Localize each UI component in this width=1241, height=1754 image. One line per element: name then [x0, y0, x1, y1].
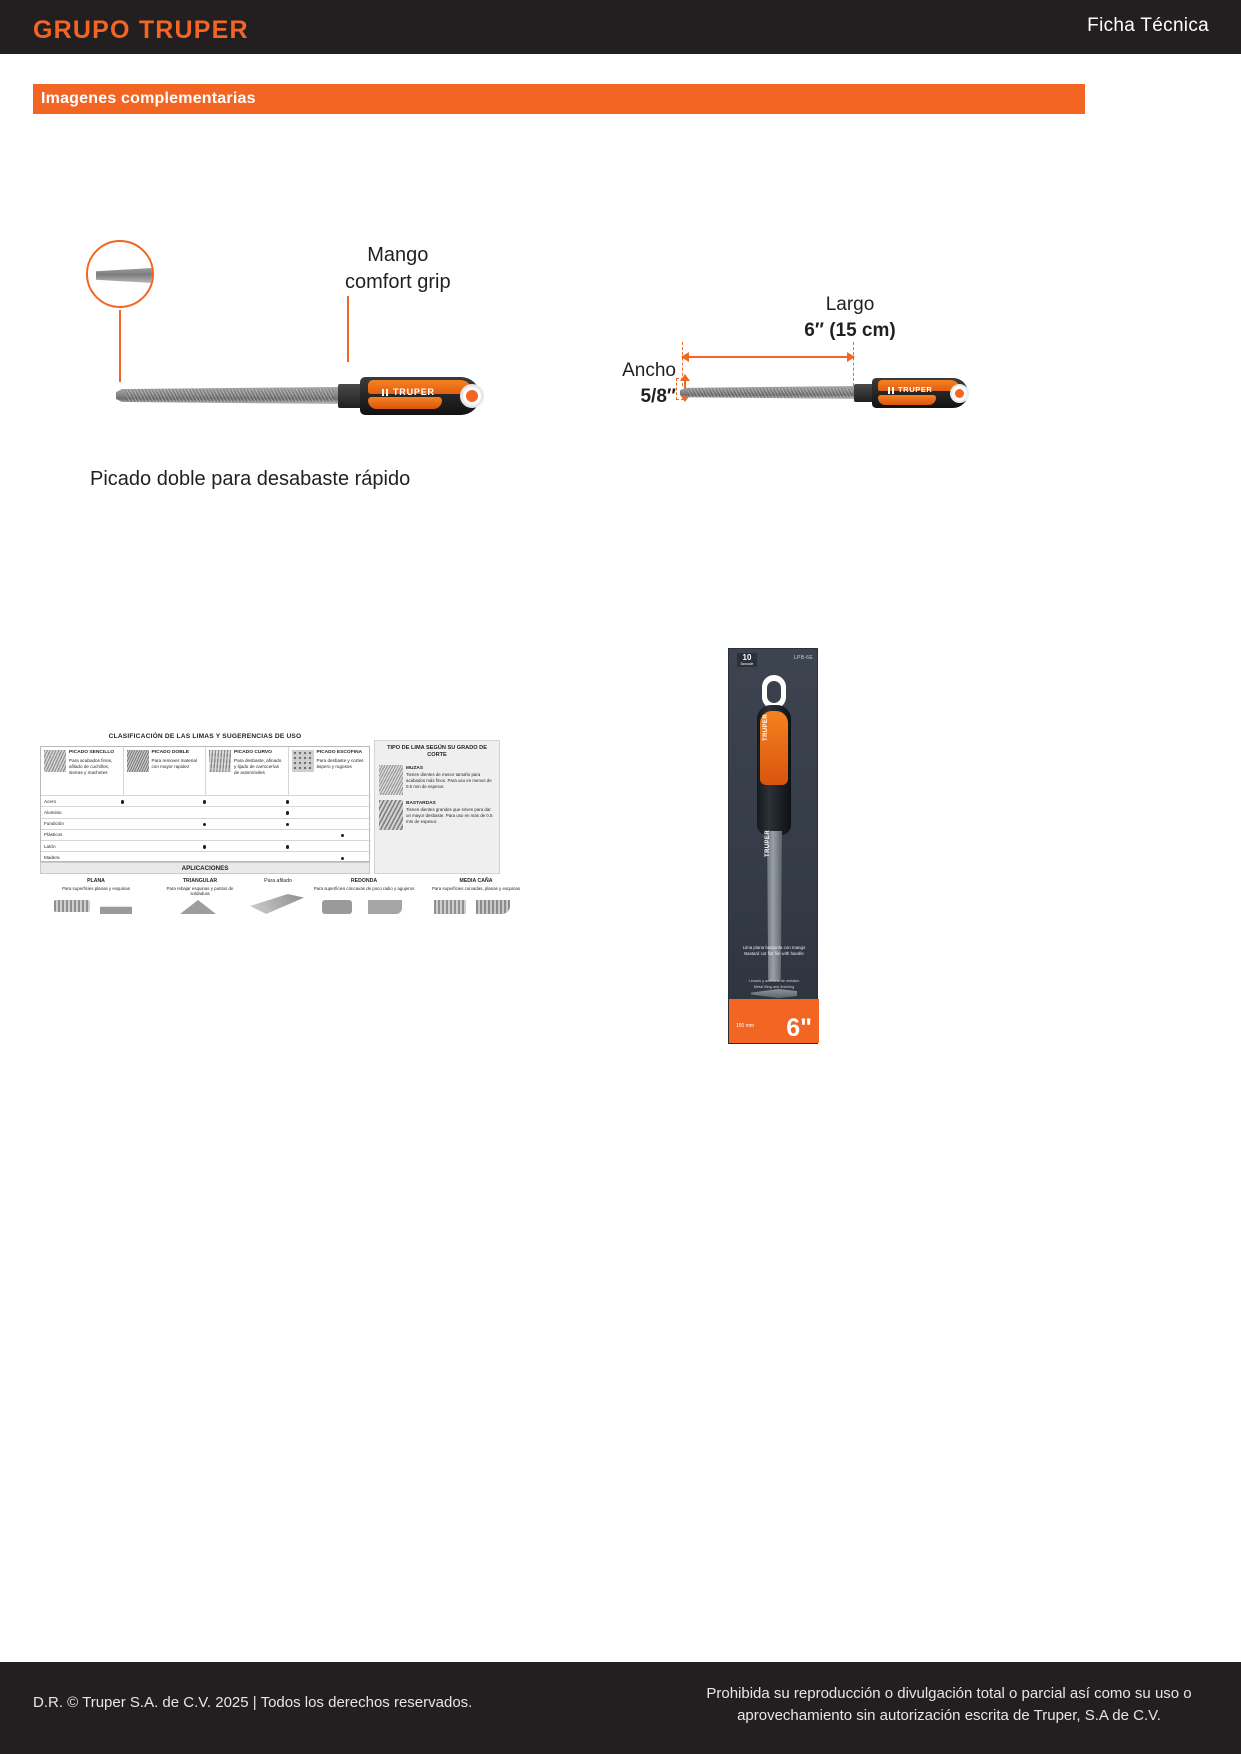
application-title: TRIANGULAR: [182, 878, 218, 884]
dimension-length-value: 6″ (15 cm): [804, 319, 896, 341]
material-name: Plásticos: [44, 832, 63, 838]
mark-dot: [286, 845, 289, 848]
cut-grade-block: [379, 765, 495, 795]
cut-pattern-rasp-icon: [292, 750, 314, 772]
cut-pattern-curved-icon: [209, 750, 231, 772]
application-desc: Para superficies curvadas, planas y esquinas: [431, 885, 521, 891]
package-quantity-value: 10: [742, 653, 752, 662]
handle-brand-text: TRUPER: [393, 387, 435, 397]
classification-column-desc: Para remover material con mayor rapidez: [151, 757, 197, 769]
footer-bar: [0, 1662, 1241, 1754]
application-item: [158, 878, 242, 897]
package-usage: [737, 979, 811, 990]
flat-surface-art: [100, 896, 132, 914]
classification-body: [41, 795, 371, 863]
cut-grade-name: BASTARDAS: [406, 800, 436, 806]
mark-dot: [341, 834, 344, 837]
classification-column-heading: PICADO DOBLE: [151, 750, 189, 755]
application-item: [312, 878, 416, 891]
dimension-length-arrow: [682, 356, 854, 358]
handle-hang-ring-inner-small: [955, 389, 964, 398]
table-row: [41, 818, 371, 829]
applications-row: [40, 878, 521, 936]
package-barcode-label: Barcode: [740, 662, 754, 666]
package-hang-hole-inner: [767, 681, 781, 703]
callout-handle-line2: comfort grip: [345, 271, 451, 293]
section-title: Imagenes complementarias: [41, 90, 256, 107]
truper-mark-icon-small: [888, 385, 896, 394]
cut-grade-desc: Tienen dientes grandes que sirven para dar un mayor desbaste. Para uso en más de 0.5 mm de espesor.: [406, 807, 493, 825]
mark-dot: [203, 800, 206, 803]
package-model-code: LPB-6E: [793, 655, 813, 661]
mark-dot: [341, 857, 344, 860]
package-usage-es-text: Limado y acabado de metales: [748, 979, 800, 983]
blade-profile-zoom-circle: [86, 240, 154, 308]
material-name: Aluminio: [44, 809, 62, 815]
application-title: Para afilado: [264, 878, 292, 884]
section-header-bar: [33, 84, 1085, 114]
classification-column-desc: Para desbaste, afinado y lijado de carrocerías de automóviles: [234, 757, 282, 775]
file-ferrule-small: [854, 384, 874, 402]
application-desc: Para superficies cóncavas de poco radio y agujeros: [313, 885, 415, 891]
handle-hang-ring-inner: [466, 390, 478, 402]
figure-file-classification: [40, 730, 521, 935]
round-file-art: [322, 900, 352, 914]
truper-mark-icon: [382, 387, 390, 397]
classification-column-desc: Para desbaste y cortes áspero y rugosos: [316, 757, 364, 769]
dimension-width-block: [600, 358, 676, 409]
application-item: [48, 878, 144, 891]
material-name: Madera: [44, 855, 60, 861]
handle-brand-text-small: TRUPER: [898, 385, 933, 394]
file-handle-lower-grip-small: [878, 395, 936, 405]
round-hole-art: [368, 900, 402, 914]
material-name: Acero: [44, 798, 57, 804]
application-title: REDONDA: [350, 878, 378, 884]
blade-cross-section-icon: [96, 268, 152, 283]
handle-brand-logo-small: [888, 385, 932, 394]
classification-title: CLASIFICACIÓN DE LAS LIMAS Y SUGERENCIAS DE USO: [108, 733, 302, 740]
classification-header-row: [41, 747, 371, 795]
header-bar: [0, 0, 1241, 54]
classification-column: [289, 747, 372, 795]
table-row: [41, 795, 371, 806]
product-package-photo: [728, 648, 818, 1044]
dimension-length-block: [750, 292, 950, 343]
classification-column: [124, 747, 207, 795]
package-quantity-badge: [737, 653, 757, 667]
classification-column-heading: PICADO ESCOFINA: [316, 750, 363, 755]
cut-grade-desc: Tienen dientes de menor tamaño para acabados más finos. Para uso en menos de 0.5 mm de espesor.: [406, 772, 492, 790]
handle-brand-logo: [382, 386, 452, 398]
cut-grade-panel: [374, 740, 500, 874]
mark-dot: [203, 823, 206, 826]
product-illustration-large: [116, 370, 492, 418]
mark-dot: [286, 800, 289, 803]
file-blade-teeth-texture: [126, 389, 334, 402]
cut-pattern-double-icon: [127, 750, 149, 772]
application-title: PLANA: [87, 878, 105, 884]
mark-dot: [121, 800, 124, 803]
callout-handle: [345, 242, 451, 296]
classification-column-heading: PICADO CURVO: [234, 750, 272, 755]
halfround-file-art: [434, 900, 466, 914]
package-description-es: [737, 945, 811, 958]
package-orange-footer: [729, 999, 819, 1043]
callout-handle-line1: Mango: [367, 244, 429, 266]
brand-logo: GRUPO TRUPER: [33, 16, 249, 44]
package-description-en-text: Bastard cut flat file with handle: [744, 951, 804, 957]
file-blade-teeth-texture-small: [688, 388, 852, 398]
dimension-width-label: Ancho: [622, 360, 676, 381]
triangular-file-art: [180, 900, 216, 914]
flat-file-art: [54, 900, 90, 912]
file-handle-lower-grip: [368, 397, 442, 409]
cut-grade-block: [379, 800, 495, 830]
figure-dimensions: [600, 280, 1100, 470]
document-type-label: Ficha Técnica: [1087, 15, 1209, 36]
muzas-pattern-icon: [379, 765, 403, 795]
figure-caption-cut-type: Picado doble para desabaste rápido: [90, 468, 411, 490]
cut-grade-name: MUZAS: [406, 765, 424, 771]
mark-dot: [286, 811, 289, 814]
package-usage-en-text: Metal filing and finishing: [753, 984, 795, 989]
leader-line-vertical: [119, 310, 121, 368]
package-mini-file-art: [751, 989, 797, 998]
package-blade-brand: TRUPER: [765, 829, 771, 857]
table-row: [41, 840, 371, 851]
footer-copyright: D.R. © Truper S.A. de C.V. 2025 | Todos los derechos reservados.: [33, 1694, 473, 1711]
table-row: [41, 829, 371, 840]
table-row: [41, 806, 371, 817]
package-handle-brand: TRUPER: [763, 713, 769, 741]
applications-bar: APLICACIONES: [40, 862, 370, 874]
package-description-es-text: Lima plana bastarda con mango: [742, 945, 806, 950]
classification-column: [41, 747, 124, 795]
product-illustration-small: [680, 376, 980, 410]
callout-handle-leader: [347, 296, 349, 362]
bastardas-pattern-icon: [379, 800, 403, 830]
material-name: Latón: [44, 843, 56, 849]
mark-dot: [203, 845, 206, 848]
mark-dot: [286, 823, 289, 826]
application-title: MEDIA CAÑA: [459, 878, 493, 884]
application-desc: Para superficies planas y esquinas: [62, 885, 130, 891]
dimension-width-value: 5/8″: [640, 385, 676, 407]
classification-column-desc: Para acabados finos, afilado de cuchillos, sierras y machetes: [69, 757, 113, 775]
package-size-inch: 6": [786, 1014, 812, 1042]
sharpening-art: [250, 894, 304, 914]
footer-legal-notice: Prohibida su reproducción o divulgación total o parcial así como su uso o aprovechamiento sin autorización escrita de Truper, S.A de C.V.: [706, 1685, 1192, 1724]
material-name: Fundición: [44, 821, 64, 827]
halfround-surface-art: [476, 900, 510, 914]
cut-pattern-single-icon: [44, 750, 66, 772]
classification-column: [206, 747, 289, 795]
application-desc: Para rebajar esquinas y puntos de soldadura: [166, 885, 234, 897]
classification-table: [40, 746, 370, 862]
dimension-length-label: Largo: [825, 294, 875, 315]
application-item: [428, 878, 524, 891]
classification-column-heading: PICADO SENCILLO: [69, 750, 115, 755]
cut-grade-title: TIPO DE LIMA SEGÚN SU GRADO DE CORTE: [387, 745, 487, 759]
application-item: [246, 878, 310, 886]
package-size-mm: 150 mm: [736, 1023, 755, 1029]
